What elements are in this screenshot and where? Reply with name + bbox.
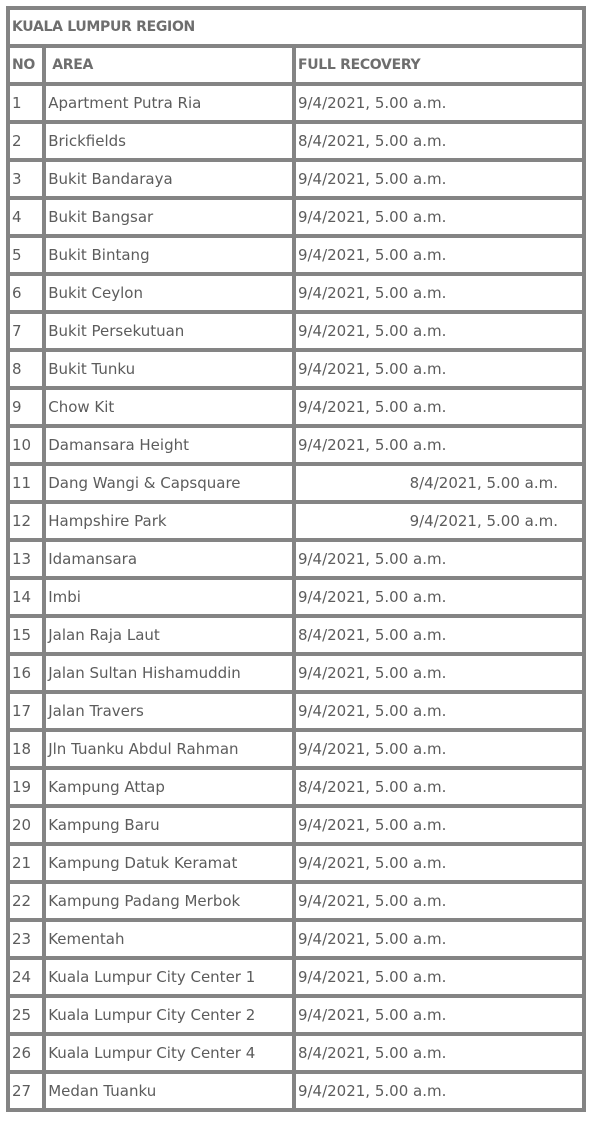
cell-area: Kampung Attap <box>46 770 292 804</box>
table-row <box>10 504 582 538</box>
cell-no: 11 <box>10 466 42 500</box>
table-row <box>10 694 582 728</box>
cell-full-recovery: 9/4/2021, 5.00 a.m. <box>296 580 582 614</box>
table-row <box>10 276 582 310</box>
cell-full-recovery: 9/4/2021, 5.00 a.m. <box>296 314 582 348</box>
cell-full-recovery: 9/4/2021, 5.00 a.m. <box>296 1074 582 1108</box>
header-area: AREA <box>46 48 292 82</box>
cell-full-recovery: 9/4/2021, 5.00 a.m. <box>296 846 582 880</box>
cell-area: Jalan Raja Laut <box>46 618 292 652</box>
table-row <box>10 542 582 576</box>
cell-no: 21 <box>10 846 42 880</box>
cell-no: 7 <box>10 314 42 348</box>
cell-no: 18 <box>10 732 42 766</box>
table-row <box>10 162 582 196</box>
table-row <box>10 998 582 1032</box>
table-row <box>10 846 582 880</box>
table-header-row <box>10 48 582 82</box>
cell-full-recovery: 9/4/2021, 5.00 a.m. <box>296 428 582 462</box>
table-row <box>10 656 582 690</box>
cell-full-recovery: 9/4/2021, 5.00 a.m. <box>296 238 582 272</box>
cell-full-recovery: 8/4/2021, 5.00 a.m. <box>296 466 582 500</box>
cell-no: 26 <box>10 1036 42 1070</box>
cell-full-recovery: 9/4/2021, 5.00 a.m. <box>296 960 582 994</box>
table-row <box>10 922 582 956</box>
cell-full-recovery: 9/4/2021, 5.00 a.m. <box>296 390 582 424</box>
table-title-row <box>10 10 582 44</box>
cell-area: Kementah <box>46 922 292 956</box>
cell-no: 16 <box>10 656 42 690</box>
cell-full-recovery: 8/4/2021, 5.00 a.m. <box>296 618 582 652</box>
cell-full-recovery: 9/4/2021, 5.00 a.m. <box>296 162 582 196</box>
cell-area: Brickfields <box>46 124 292 158</box>
cell-no: 24 <box>10 960 42 994</box>
cell-area: Idamansara <box>46 542 292 576</box>
cell-full-recovery: 9/4/2021, 5.00 a.m. <box>296 732 582 766</box>
cell-full-recovery: 9/4/2021, 5.00 a.m. <box>296 884 582 918</box>
cell-area: Bukit Bandaraya <box>46 162 292 196</box>
cell-area: Damansara Height <box>46 428 292 462</box>
cell-no: 25 <box>10 998 42 1032</box>
table-row <box>10 732 582 766</box>
cell-area: Hampshire Park <box>46 504 292 538</box>
cell-no: 1 <box>10 86 42 120</box>
cell-full-recovery: 9/4/2021, 5.00 a.m. <box>296 200 582 234</box>
table-row <box>10 1036 582 1070</box>
cell-area: Jalan Travers <box>46 694 292 728</box>
cell-full-recovery: 9/4/2021, 5.00 a.m. <box>296 998 582 1032</box>
cell-full-recovery: 9/4/2021, 5.00 a.m. <box>296 276 582 310</box>
cell-area: Chow Kit <box>46 390 292 424</box>
cell-no: 13 <box>10 542 42 576</box>
cell-area: Bukit Tunku <box>46 352 292 386</box>
cell-no: 4 <box>10 200 42 234</box>
cell-no: 22 <box>10 884 42 918</box>
cell-area: Kuala Lumpur City Center 1 <box>46 960 292 994</box>
cell-no: 27 <box>10 1074 42 1108</box>
cell-no: 5 <box>10 238 42 272</box>
cell-area: Imbi <box>46 580 292 614</box>
cell-full-recovery: 9/4/2021, 5.00 a.m. <box>296 656 582 690</box>
header-no: NO <box>10 48 42 82</box>
table-row <box>10 428 582 462</box>
cell-area: Dang Wangi & Capsquare <box>46 466 292 500</box>
cell-area: Medan Tuanku <box>46 1074 292 1108</box>
cell-area: Jln Tuanku Abdul Rahman <box>46 732 292 766</box>
cell-full-recovery: 9/4/2021, 5.00 a.m. <box>296 86 582 120</box>
cell-full-recovery: 9/4/2021, 5.00 a.m. <box>296 808 582 842</box>
header-full-recovery: FULL RECOVERY <box>296 48 582 82</box>
table-row <box>10 808 582 842</box>
table-row <box>10 238 582 272</box>
table-row <box>10 86 582 120</box>
cell-no: 6 <box>10 276 42 310</box>
cell-full-recovery: 8/4/2021, 5.00 a.m. <box>296 1036 582 1070</box>
cell-area: Bukit Persekutuan <box>46 314 292 348</box>
cell-no: 2 <box>10 124 42 158</box>
cell-no: 8 <box>10 352 42 386</box>
cell-area: Bukit Bintang <box>46 238 292 272</box>
cell-no: 10 <box>10 428 42 462</box>
table-row <box>10 884 582 918</box>
cell-full-recovery: 9/4/2021, 5.00 a.m. <box>296 922 582 956</box>
cell-full-recovery: 9/4/2021, 5.00 a.m. <box>296 694 582 728</box>
table-row <box>10 314 582 348</box>
cell-area: Kampung Padang Merbok <box>46 884 292 918</box>
cell-area: Kuala Lumpur City Center 2 <box>46 998 292 1032</box>
cell-area: Kampung Datuk Keramat <box>46 846 292 880</box>
cell-full-recovery: 8/4/2021, 5.00 a.m. <box>296 770 582 804</box>
cell-no: 14 <box>10 580 42 614</box>
cell-no: 20 <box>10 808 42 842</box>
cell-full-recovery: 8/4/2021, 5.00 a.m. <box>296 124 582 158</box>
table-row <box>10 390 582 424</box>
table-row <box>10 1074 582 1108</box>
table-row <box>10 960 582 994</box>
cell-area: Kuala Lumpur City Center 4 <box>46 1036 292 1070</box>
cell-no: 17 <box>10 694 42 728</box>
cell-area: Jalan Sultan Hishamuddin <box>46 656 292 690</box>
cell-full-recovery: 9/4/2021, 5.00 a.m. <box>296 504 582 538</box>
cell-full-recovery: 9/4/2021, 5.00 a.m. <box>296 542 582 576</box>
recovery-table <box>6 6 586 1112</box>
cell-area: Apartment Putra Ria <box>46 86 292 120</box>
cell-no: 3 <box>10 162 42 196</box>
table-row <box>10 200 582 234</box>
table-row <box>10 618 582 652</box>
cell-no: 23 <box>10 922 42 956</box>
cell-area: Bukit Ceylon <box>46 276 292 310</box>
table-row <box>10 124 582 158</box>
cell-no: 15 <box>10 618 42 652</box>
recovery-table-container <box>6 6 586 1112</box>
table-title: KUALA LUMPUR REGION <box>10 10 582 44</box>
table-row <box>10 352 582 386</box>
table-row <box>10 580 582 614</box>
table-row <box>10 466 582 500</box>
table-row <box>10 770 582 804</box>
cell-no: 12 <box>10 504 42 538</box>
cell-area: Kampung Baru <box>46 808 292 842</box>
cell-no: 19 <box>10 770 42 804</box>
cell-area: Bukit Bangsar <box>46 200 292 234</box>
cell-full-recovery: 9/4/2021, 5.00 a.m. <box>296 352 582 386</box>
cell-no: 9 <box>10 390 42 424</box>
